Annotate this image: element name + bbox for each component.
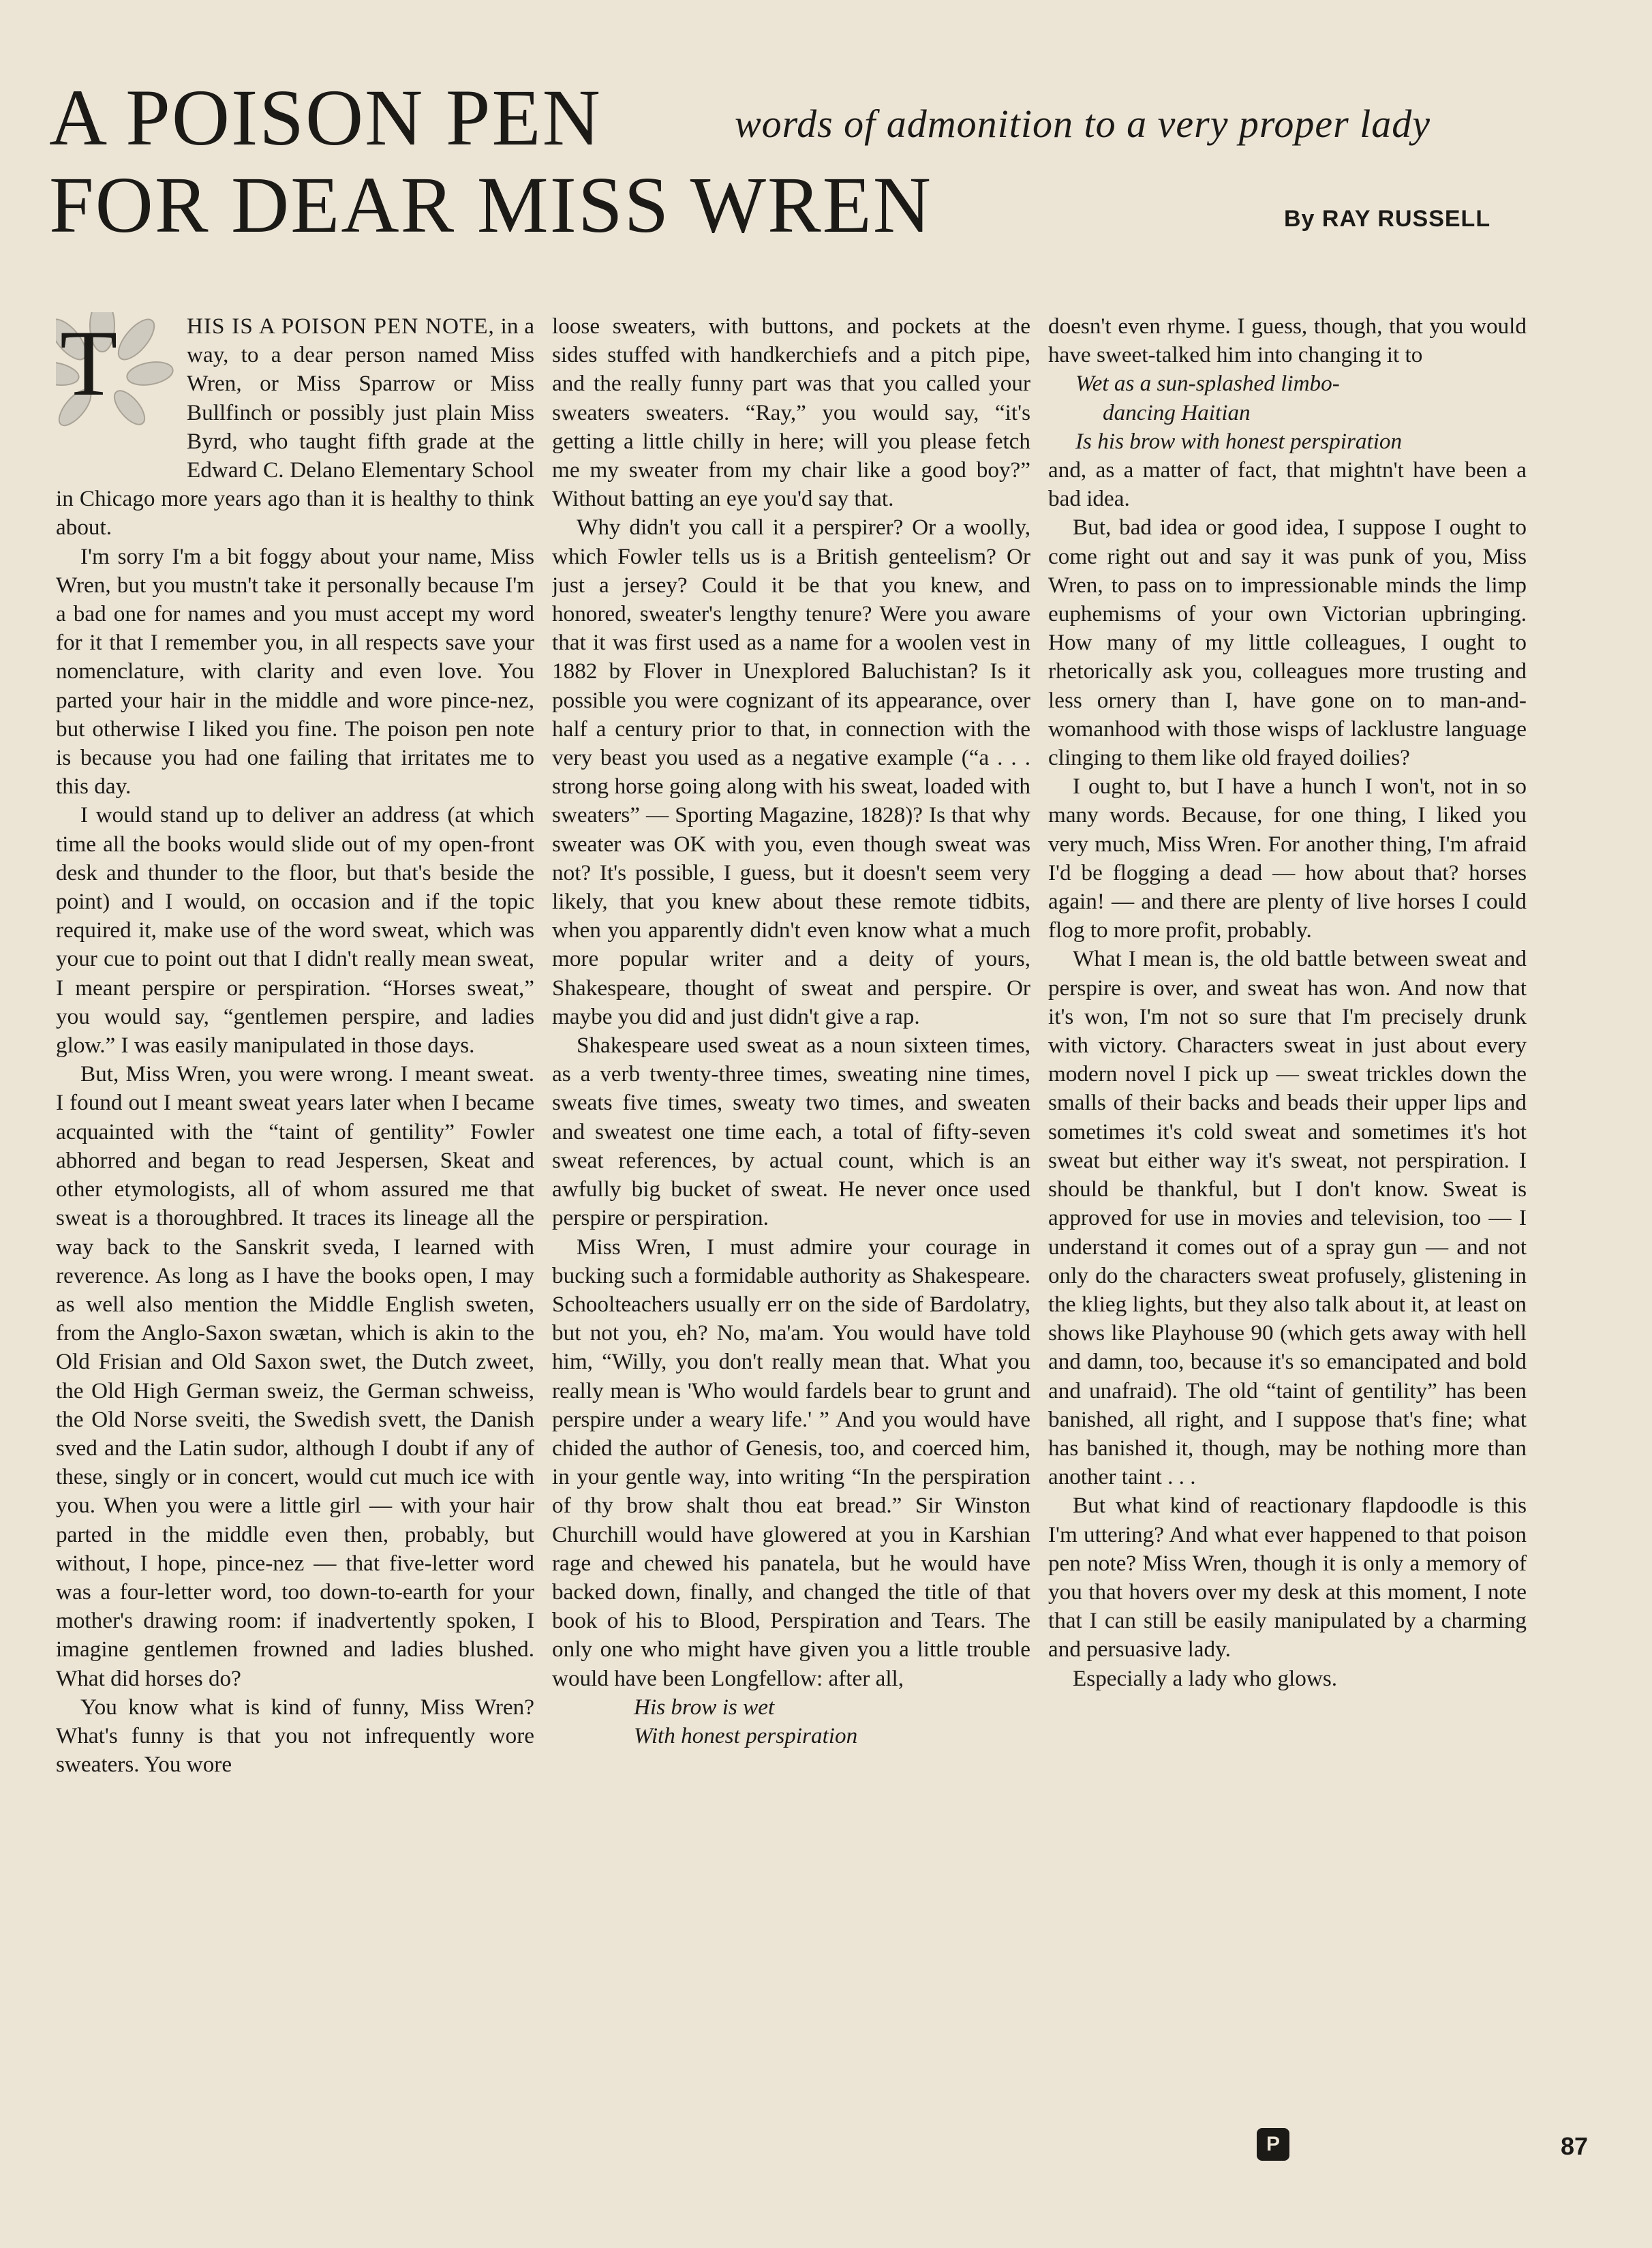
dropcap-letter: T xyxy=(60,312,118,415)
paragraph: I ought to, but I have a hunch I won't, not in so many words. Because, for one thing, I liked you very much, Miss Wren. For another thing, I'm afraid I'd be flogging a dead — how about that? horses again! — and there are plenty of live horses I could flog to more profit, probably. xyxy=(1048,774,1527,943)
paragraph: You know what is kind of funny, Miss Wren? What's funny is that you not infrequently wore sweaters. You wore xyxy=(56,1694,534,1778)
paragraph: But, bad idea or good idea, I suppose I ought to come right out and say it was punk of you, Miss Wren, to pass on to impressionable minds the limp euphemisms of your own Victorian upbringing. How many of my little colleagues, I ought to rhetorically ask you, colleagues more trusting and less ornery than I, have gone on to man-and-womanhood with those wisps of lacklustre language clinging to them like old frayed doilies? xyxy=(1048,515,1527,771)
paragraph: I would stand up to deliver an address (at which time all the books would slide out of my open-front desk and thunder to the floor, but that's beside the point) and I would, on occasion and if the topic required it, make use of the word sweat, which was your cue to point out that I didn't really mean sweat, I meant perspire or perspiration. “Horses sweat,” you would say, “gentlemen perspire, and ladies glow.” I was easily manipulated in those days. xyxy=(56,802,534,1059)
title-line-1: A POISON PEN xyxy=(49,73,602,162)
article-column-2 xyxy=(552,312,1030,2180)
verse-line: Is his brow with honest perspiration xyxy=(1075,428,1403,454)
paragraph: But what kind of reactionary flapdoodle is this I'm uttering? And what ever happened to that poison pen note? Miss Wren, though it is only a memory of you that hovers over my desk at this moment, I note that I can still be easily manipulated by a charming and persuasive lady. xyxy=(1048,1493,1527,1662)
paragraph: and, as a matter of fact, that mightn't have been a bad idea. xyxy=(1048,457,1527,512)
verse-line: His brow is wet xyxy=(634,1694,775,1720)
article-column-3 xyxy=(1048,312,1527,2180)
dropcap-flower-ornament xyxy=(56,312,179,481)
paragraph: What I mean is, the old battle between sweat and perspire is over, and sweat has won. And now that it's won, I'm not so sure that I'm precisely drunk with victory. Characters sweat in just about every modern novel I pick up — sweat trickles down the smalls of their backs and beads their upper lips and sometimes it's cold sweat and sometimes it's hot sweat but either way it's sweat, not perspiration. I should be thankful, but I don't know. Sweat is approved for use in movies and television, too — I understand it comes out of a spray gun — and not only do the characters sweat profusely, glistening in the klieg lights, but they also talk about it, at least on shows like Playhouse 90 (which gets away with hell and damn, too, because it's so emancipated and bold and unafraid). The old “taint of gentility” has been banished, all right, and I suppose that's fine; what has banished it, though, may be nothing more than another taint . . . xyxy=(1048,946,1527,1490)
opening-smallcaps: HIS IS A POISON PEN NOTE, xyxy=(187,314,495,339)
paragraph: I'm sorry I'm a bit foggy about your name, Miss Wren, but you mustn't take it personally because I'm a bad one for names and you must accept my word for it that I remember you, in all respects save your nomenclature, with clarity and even love. You parted your hair in the middle and wore pince-nez, but otherwise I liked you fine. The poison pen note is because you had one failing that irritates me to this day. xyxy=(56,543,534,800)
paragraph: Miss Wren, I must admire your courage in bucking such a formidable authority as Shakespeare. Schoolteachers usually err on the side of Bardolatry, but not you, eh? No, ma'am. You would have told him, “Willy, you don't really mean that. What you really mean is 'Who would fardels bear to grunt and perspire under a weary life.' ” And you would have chided the author of Genesis, too, and coerced him, in your gentle way, into writing “In the perspiration of thy brow shalt thou eat bread.” Sir Winston Churchill would have glowered at you in Karshian rage and chewed his panatela, but he would have backed down, finally, and changed the title of that book of his to Blood, Perspiration and Tears. The only one who might have given you a little trouble would have been Longfellow: after all, xyxy=(552,1234,1030,1691)
verse-line: dancing Haitian xyxy=(1103,399,1251,425)
paragraph: Shakespeare used sweat as a noun sixteen times, as a verb twenty-three times, sweating nine times, sweats five times, sweaty two times, and sweaten and sweatest one time each, a total of fifty-seven sweat references, by actual count, which is an awfully big bucket of sweat. He never once used perspire or perspiration. xyxy=(552,1033,1030,1231)
verse-line: Wet as a sun-splashed limbo- xyxy=(1075,371,1340,397)
opening-text: in a way, to a dear person named Miss Wren, or Miss Sparrow or Miss Bullfinch or possibly just plain Miss Byrd, who taught fifth grade at the Edward C. Delano Elementary School in Chicago more years ago than it is healthy to think about. xyxy=(56,314,534,541)
paragraph: loose sweaters, with buttons, and pockets at the sides stuffed with handkerchiefs and a pitch pipe, and the really funny part was that you called your sweaters sweaters. “Ray,” you would say, “it's getting a little chilly in here; will you please fetch me my sweater from my chair like a good boy?” Without batting an eye you'd say that. xyxy=(552,314,1030,512)
rabbit-logo-icon: P xyxy=(1257,2128,1289,2161)
verse-line: With honest perspiration xyxy=(634,1722,858,1748)
page-number: 87 xyxy=(1561,2132,1589,2160)
article-column-1 xyxy=(56,312,534,2180)
byline: By RAY RUSSELL xyxy=(1284,206,1491,232)
opening-paragraph xyxy=(56,312,534,543)
paragraph: doesn't even rhyme. I guess, though, that you would have sweet-talked him into changing it to xyxy=(1048,314,1527,368)
subtitle: words of admonition to a very proper lady xyxy=(735,102,1431,146)
paragraph: Especially a lady who glows. xyxy=(1073,1665,1338,1691)
paragraph: But, Miss Wren, you were wrong. I meant sweat. I found out I meant sweat years later when I became acquainted with the “taint of gentility” Fowler abhorred and began to read Jespersen, Skeat and other etymologists, all of whom assured me that sweat is a thoroughbred. It traces its lineage all the way back to the Sanskrit sveda, I learned with reverence. As long as I have the books open, I may as well also mention the Middle English sweten, from the Anglo-Saxon swætan, which is akin to the Old Frisian and Old Saxon swet, the Dutch zweet, the Old High German sweiz, the German schweiss, the Old Norse sveiti, the Swedish svett, the Danish sved and the Latin sudor, although I doubt if any of these, singly or in concert, would cut much ice with you. When you were a little girl — with your hair parted in the middle even then, probably, but without, I hope, pince-nez — that five-letter word was a four-letter word, too down-to-earth for your mother's drawing room: if inadvertently spoken, I imagine gentlemen frowned and ladies blushed. What did horses do? xyxy=(56,1061,534,1691)
paragraph: Why didn't you call it a perspirer? Or a woolly, which Fowler tells us is a British genteelism? Or just a jersey? Could it be that you knew, and honored, sweater's lengthy tenure? Were you aware that it was first used as a name for a woolen vest in 1882 by Flover in Unexplored Baluchistan? Is it possible you were cognizant of its appearance, over half a century prior to that, in connection with the very beast you used as a negative example (“a . . . strong horse going along with his sweat, loaded with sweaters” — Sporting Magazine, 1828)? Is that why sweater was OK with you, even though sweat was not? It's possible, I guess, but it doesn't seem very likely, that you knew about these remote tidbits, when you apparently didn't even know what a much more popular writer and a deity of yours, Shakespeare, thought of sweat and perspire. Or maybe you did and just didn't give a rap. xyxy=(552,515,1030,1029)
title-line-2: FOR DEAR MISS WREN xyxy=(49,160,932,249)
